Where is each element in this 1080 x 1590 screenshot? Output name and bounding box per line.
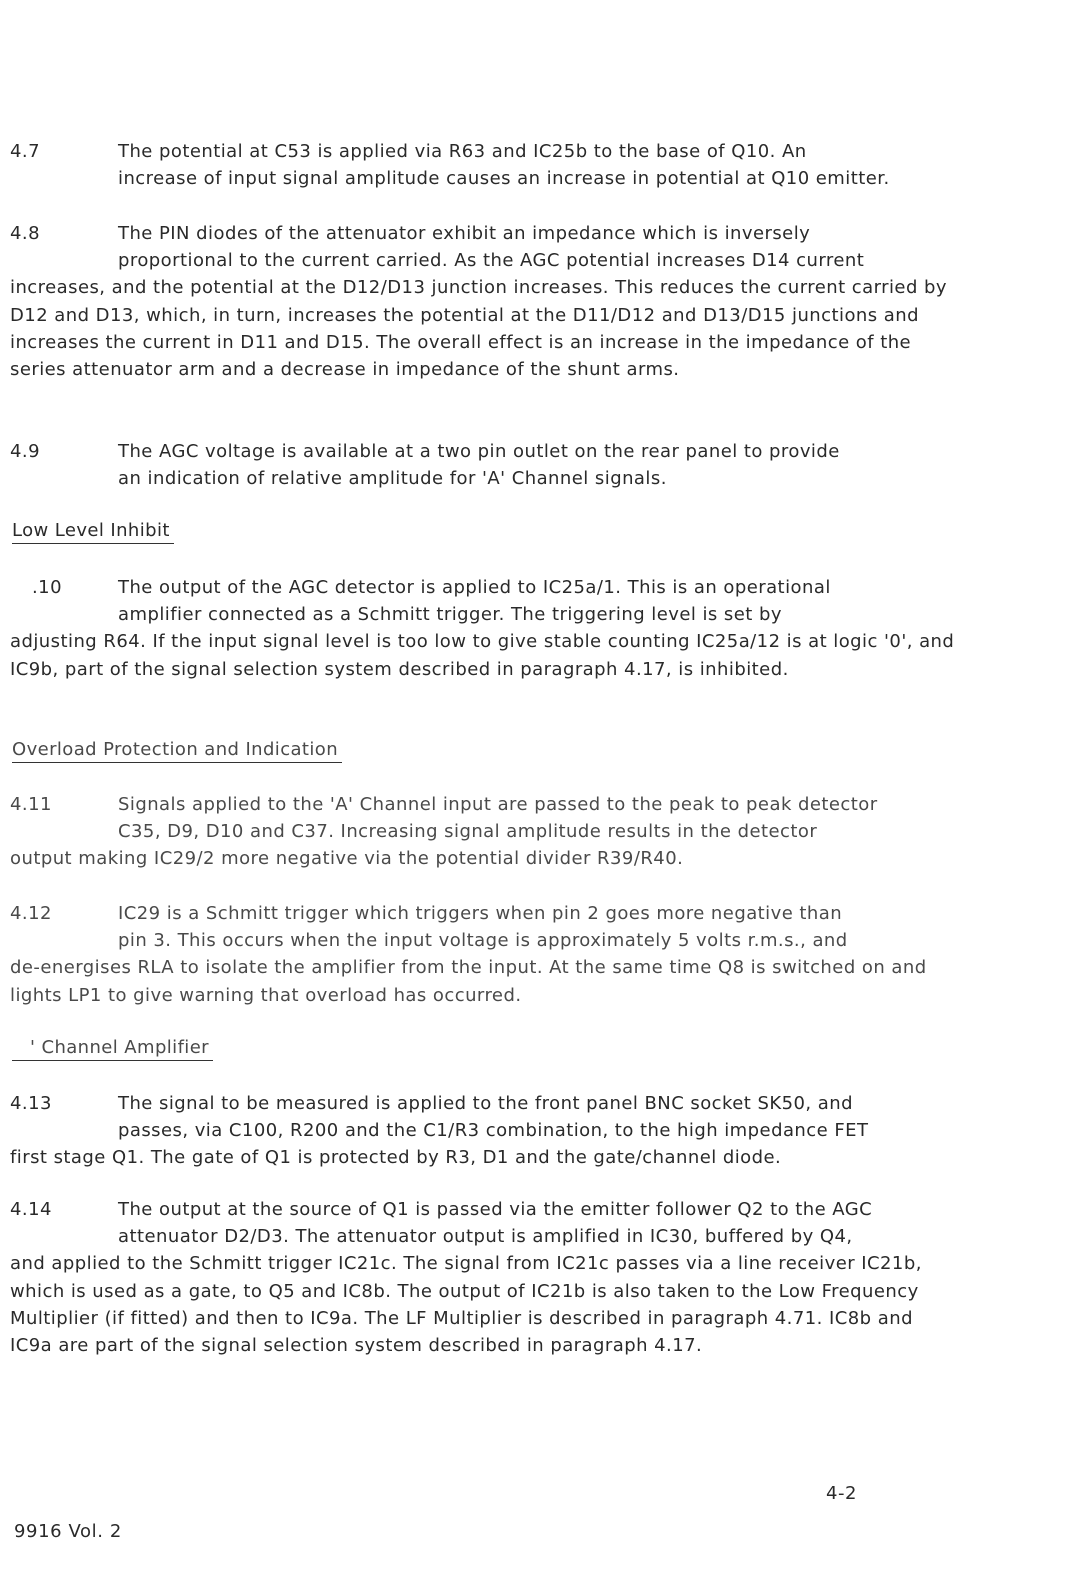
paragraph-4-7	[10, 138, 960, 192]
paragraph-text: The output at the source of Q1 is passed via the emitter follower Q2 to the AGC	[118, 1199, 873, 1220]
paragraph-continuation: passes, via C100, R200 and the C1/R3 combination, to the high impedance FET	[118, 1120, 869, 1142]
paragraph-number: 4.8	[10, 223, 40, 244]
paragraph-continuation: amplifier connected as a Schmitt trigger. The triggering level is set by	[118, 604, 782, 626]
paragraph-continuation: proportional to the current carried. As the AGC potential increases D14 current	[118, 250, 865, 272]
paragraph-body: and applied to the Schmitt trigger IC21c. The signal from IC21c passes via a line receiver IC21b, which is used as a gate, to Q5 and IC8b. The output of IC21b is also taken to the Low Frequency Multiplier (if fitted) and then to IC9a. The LF Multiplier is described in paragraph 4.71. IC8b and IC9a are part of the signal selection system described in paragraph 4.17.	[10, 1253, 922, 1357]
section-heading-low-level-inhibit: Low Level Inhibit	[12, 519, 174, 544]
paragraph-body: first stage Q1. The gate of Q1 is protected by R3, D1 and the gate/channel diode.	[10, 1147, 782, 1169]
paragraph-text: The potential at C53 is applied via R63 and IC25b to the base of Q10. An	[118, 141, 807, 162]
paragraph-body: adjusting R64. If the input signal level is too low to give stable counting IC25a/12 is at logic '0', and IC9b, part of the signal selection system described in paragraph 4.17, is inhibited.	[10, 631, 955, 680]
paragraph-first-line	[10, 438, 960, 465]
paragraph-4-14	[10, 1196, 960, 1359]
paragraph-first-line	[10, 791, 960, 818]
paragraph-first-line	[10, 1196, 960, 1223]
paragraph-4-13	[10, 1090, 960, 1172]
paragraph-first-line	[10, 900, 960, 927]
paragraph-number: 4.11	[10, 794, 52, 815]
paragraph-4-8	[10, 220, 960, 383]
paragraph-number: 4.9	[10, 441, 40, 462]
paragraph-first-line	[10, 138, 960, 165]
document-reference: 9916 Vol. 2	[14, 1521, 122, 1542]
paragraph-first-line	[10, 220, 960, 247]
paragraph-text: IC29 is a Schmitt trigger which triggers when pin 2 goes more negative than	[118, 903, 843, 924]
paragraph-continuation: increase of input signal amplitude causes an increase in potential at Q10 emitter.	[118, 168, 890, 190]
paragraph-4-11	[10, 791, 960, 873]
section-heading-channel-amplifier: ' Channel Amplifier	[12, 1036, 213, 1061]
paragraph-text: Signals applied to the 'A' Channel input are passed to the peak to peak detector	[118, 794, 878, 815]
paragraph-text: The AGC voltage is available at a two pin outlet on the rear panel to provide	[118, 441, 840, 462]
paragraph-number: .10	[32, 577, 62, 598]
paragraph-number: 4.14	[10, 1199, 52, 1220]
paragraph-body: output making IC29/2 more negative via the potential divider R39/R40.	[10, 848, 684, 870]
paragraph-4-9	[10, 438, 960, 492]
paragraph-first-line	[10, 1090, 960, 1117]
paragraph-4-10	[10, 574, 960, 683]
paragraph-continuation: pin 3. This occurs when the input voltage is approximately 5 volts r.m.s., and	[118, 930, 848, 952]
section-heading-overload-protection: Overload Protection and Indication	[12, 738, 342, 763]
page-number: 4-2	[826, 1483, 857, 1504]
paragraph-number: 4.12	[10, 903, 52, 924]
paragraph-text: The output of the AGC detector is applied to IC25a/1. This is an operational	[118, 577, 831, 598]
paragraph-continuation: C35, D9, D10 and C37. Increasing signal amplitude results in the detector	[118, 821, 818, 843]
paragraph-number: 4.13	[10, 1093, 52, 1114]
paragraph-text: The signal to be measured is applied to the front panel BNC socket SK50, and	[118, 1093, 853, 1114]
paragraph-first-line	[10, 574, 960, 601]
paragraph-body: increases, and the potential at the D12/D13 junction increases. This reduces the current carried by D12 and D13, which, in turn, increases the potential at the D11/D12 and D13/D15 junctions and increases the current in D11 and D15. The overall effect is an increase in the impedance of the series attenuator arm and a decrease in impedance of the shunt arms.	[10, 277, 947, 381]
paragraph-body: de-energises RLA to isolate the amplifier from the input. At the same time Q8 is switched on and lights LP1 to give warning that overload has occurred.	[10, 957, 927, 1006]
paragraph-text: The PIN diodes of the attenuator exhibit an impedance which is inversely	[118, 223, 811, 244]
paragraph-4-12	[10, 900, 960, 1009]
paragraph-continuation: an indication of relative amplitude for 'A' Channel signals.	[118, 468, 667, 490]
paragraph-number: 4.7	[10, 141, 40, 162]
paragraph-continuation: attenuator D2/D3. The attenuator output is amplified in IC30, buffered by Q4,	[118, 1226, 853, 1248]
